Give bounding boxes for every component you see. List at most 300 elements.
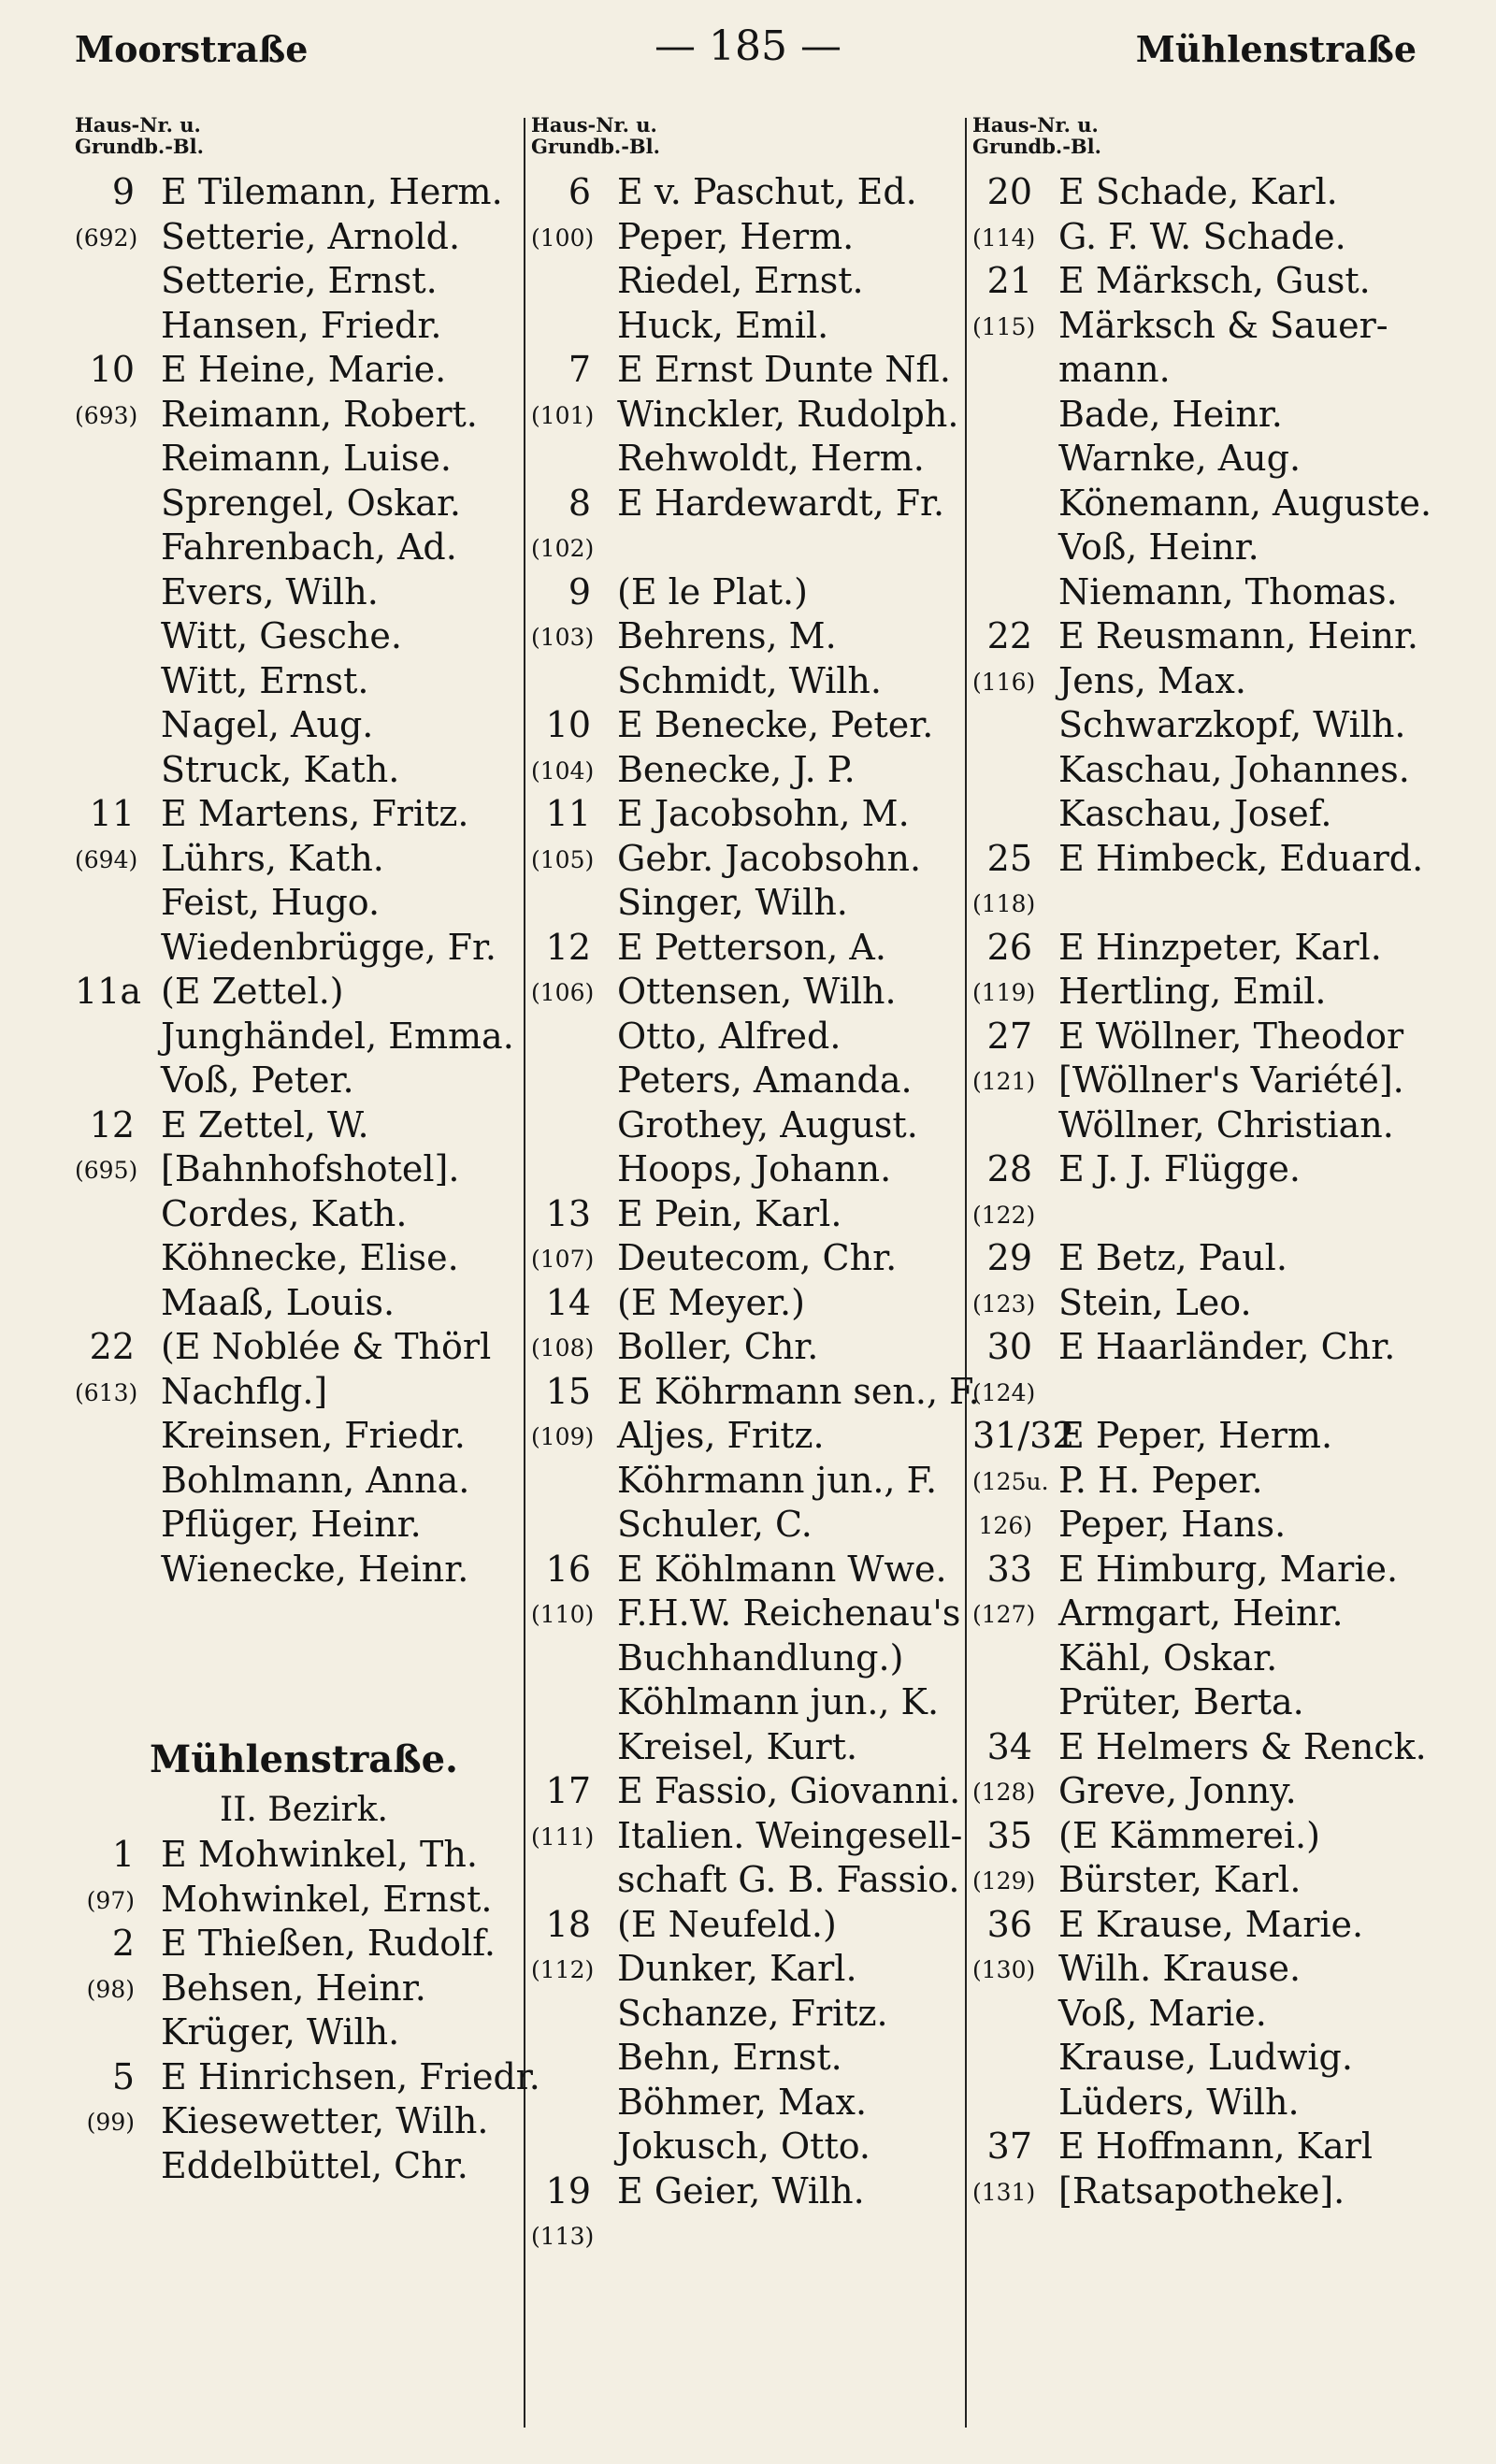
resident-name: E Schade, Karl. bbox=[1058, 171, 1338, 212]
house-number: 1 bbox=[111, 1834, 135, 1875]
house-number: (110) bbox=[531, 1601, 595, 1628]
resident-name: Stein, Leo. bbox=[1058, 1281, 1252, 1323]
directory-entry bbox=[531, 1725, 989, 1770]
directory-entry bbox=[531, 2081, 989, 2125]
house-number: 6 bbox=[568, 171, 591, 212]
resident-name: E Wöllner, Theodor bbox=[1058, 1015, 1404, 1057]
resident-name: mann. bbox=[1058, 349, 1171, 390]
directory-entry bbox=[972, 1459, 1459, 1504]
resident-name: E Ernst Dunte Nfl. bbox=[617, 349, 951, 390]
directory-entry bbox=[531, 570, 989, 615]
house-number: (125u. bbox=[972, 1467, 1049, 1495]
directory-entry bbox=[75, 659, 533, 704]
directory-entry bbox=[972, 659, 1459, 704]
directory-entry bbox=[531, 1147, 989, 1192]
directory-entry bbox=[75, 304, 533, 349]
directory-entry bbox=[75, 970, 533, 1015]
resident-name: E Zettel, W. bbox=[161, 1103, 369, 1146]
resident-name: Bade, Heinr. bbox=[1058, 393, 1283, 435]
column-3 bbox=[972, 114, 1459, 2213]
directory-entry bbox=[531, 659, 989, 704]
directory-entry bbox=[75, 748, 533, 793]
resident-name: Maaß, Louis. bbox=[161, 1281, 396, 1323]
directory-entry bbox=[972, 881, 1459, 926]
house-number: (115) bbox=[972, 312, 1036, 340]
house-number: 11a bbox=[75, 971, 142, 1012]
house-number: (121) bbox=[972, 1068, 1036, 1095]
resident-name: P. H. Peper. bbox=[1058, 1459, 1263, 1501]
house-number: (692) bbox=[75, 223, 138, 252]
directory-entry bbox=[972, 1548, 1459, 1592]
directory-entry bbox=[972, 703, 1459, 748]
resident-name: schaft G. B. Fassio. bbox=[617, 1859, 960, 1900]
column-header: Haus-Nr. u. Grundb.-Bl. bbox=[531, 113, 660, 158]
column-header: Haus-Nr. u. Grundb.-Bl. bbox=[972, 113, 1101, 158]
house-number: 22 bbox=[986, 615, 1032, 656]
house-number: 10 bbox=[545, 704, 591, 745]
house-number: (112) bbox=[531, 1956, 595, 1983]
house-number: (130) bbox=[972, 1956, 1036, 1983]
directory-entry bbox=[75, 881, 533, 926]
directory-entry bbox=[531, 1281, 989, 1326]
directory-entry bbox=[75, 1281, 533, 1326]
house-number: (122) bbox=[972, 1201, 1036, 1229]
house-number: 126) bbox=[978, 1512, 1032, 1539]
resident-name: E Tilemann, Herm. bbox=[161, 171, 503, 212]
resident-name: E Köhlmann Wwe. bbox=[617, 1548, 947, 1590]
resident-name: Prüter, Berta. bbox=[1058, 1681, 1304, 1722]
resident-name: Huck, Emil. bbox=[617, 304, 829, 346]
house-number: 27 bbox=[986, 1015, 1032, 1057]
house-number: (129) bbox=[972, 1867, 1036, 1895]
resident-name: [Bahnhofshotel]. bbox=[161, 1148, 460, 1189]
house-number: (123) bbox=[972, 1290, 1036, 1318]
house-number: 9 bbox=[111, 171, 135, 212]
directory-entry bbox=[75, 482, 533, 526]
resident-name: Buchhandlung.) bbox=[617, 1636, 904, 1679]
resident-name: E Thießen, Rudolf. bbox=[161, 1923, 496, 1964]
directory-entry bbox=[75, 1459, 533, 1504]
directory-entry bbox=[972, 1503, 1459, 1548]
directory-entry bbox=[75, 837, 533, 882]
directory-entry bbox=[75, 614, 533, 659]
resident-name: Bohlmann, Anna. bbox=[161, 1459, 470, 1501]
entry-list bbox=[75, 170, 533, 1592]
resident-name: Köhnecke, Elise. bbox=[161, 1237, 459, 1278]
resident-name: Niemann, Thomas. bbox=[1058, 570, 1398, 612]
resident-name: Otto, Alfred. bbox=[617, 1015, 842, 1057]
resident-name: (E Zettel.) bbox=[161, 971, 344, 1012]
directory-entry bbox=[972, 304, 1459, 349]
directory-entry bbox=[531, 614, 989, 659]
resident-name: E Himburg, Marie. bbox=[1058, 1548, 1399, 1590]
house-number: 7 bbox=[568, 349, 591, 390]
directory-entry bbox=[531, 1769, 989, 1814]
house-number: 13 bbox=[545, 1192, 591, 1234]
directory-entry bbox=[972, 1059, 1459, 1103]
directory-entry bbox=[531, 1992, 989, 2037]
directory-entry bbox=[972, 2036, 1459, 2081]
resident-name: Benecke, J. P. bbox=[617, 748, 856, 790]
resident-name: Kreisel, Kurt. bbox=[617, 1725, 858, 1767]
directory-entry bbox=[75, 259, 533, 304]
house-number: 9 bbox=[568, 570, 591, 612]
house-number: (104) bbox=[531, 756, 595, 785]
resident-name: E Fassio, Giovanni. bbox=[617, 1770, 961, 1811]
directory-entry bbox=[972, 1103, 1459, 1148]
directory-entry bbox=[972, 1414, 1459, 1459]
directory-entry bbox=[75, 2099, 533, 2144]
directory-entry bbox=[531, 792, 989, 837]
directory-entry bbox=[972, 482, 1459, 526]
resident-name: Setterie, Ernst. bbox=[161, 260, 438, 301]
resident-name: (E Meyer.) bbox=[617, 1281, 805, 1323]
resident-name: Peters, Amanda. bbox=[617, 1059, 913, 1101]
resident-name: Nagel, Aug. bbox=[161, 704, 374, 745]
directory-entry bbox=[531, 1459, 989, 1504]
column-header: Haus-Nr. u. Grundb.-Bl. bbox=[75, 113, 204, 158]
directory-entry bbox=[75, 1878, 533, 1923]
directory-entry bbox=[75, 1922, 533, 1967]
directory-entry bbox=[972, 2081, 1459, 2125]
directory-entry bbox=[531, 170, 989, 215]
directory-entry bbox=[531, 837, 989, 882]
house-number: (109) bbox=[531, 1423, 595, 1450]
directory-entry bbox=[531, 1059, 989, 1103]
resident-name: Voß, Marie. bbox=[1058, 1992, 1267, 2034]
resident-name: (E le Plat.) bbox=[617, 570, 808, 612]
house-number: (103) bbox=[531, 624, 595, 651]
house-number: (695) bbox=[75, 1157, 138, 1184]
directory-entry bbox=[75, 1192, 533, 1237]
resident-name: Wöllner, Christian. bbox=[1058, 1103, 1394, 1146]
resident-name: Boller, Chr. bbox=[617, 1326, 819, 1367]
house-number: 16 bbox=[545, 1548, 591, 1590]
house-number: (106) bbox=[531, 979, 595, 1006]
directory-entry bbox=[531, 2036, 989, 2081]
house-number: 15 bbox=[545, 1370, 591, 1412]
resident-name: Mohwinkel, Ernst. bbox=[161, 1878, 493, 1920]
resident-name: Winckler, Rudolph. bbox=[617, 393, 959, 435]
house-number: 29 bbox=[986, 1237, 1032, 1278]
directory-entry bbox=[972, 1947, 1459, 1992]
directory-entry bbox=[75, 1147, 533, 1192]
house-number: (102) bbox=[531, 535, 595, 562]
directory-entry bbox=[75, 1325, 533, 1370]
resident-name: Singer, Wilh. bbox=[617, 882, 848, 923]
house-number: 33 bbox=[986, 1548, 1032, 1590]
house-number: (101) bbox=[531, 401, 595, 429]
directory-entry bbox=[972, 1281, 1459, 1326]
directory-entry bbox=[531, 703, 989, 748]
directory-entry bbox=[75, 348, 533, 393]
section-subtitle: II. Bezirk. bbox=[219, 1791, 389, 1829]
resident-name: Rehwoldt, Herm. bbox=[617, 438, 925, 479]
resident-name: Reimann, Robert. bbox=[161, 393, 478, 435]
directory-entry bbox=[972, 259, 1459, 304]
directory-entry bbox=[531, 437, 989, 482]
directory-entry bbox=[75, 526, 533, 570]
resident-name: Schuler, C. bbox=[617, 1504, 813, 1545]
resident-name: Hansen, Friedr. bbox=[161, 304, 442, 346]
directory-entry bbox=[75, 1414, 533, 1459]
directory-entry bbox=[531, 1814, 989, 1859]
resident-name: E Betz, Paul. bbox=[1058, 1237, 1287, 1278]
resident-name: Gebr. Jacobsohn. bbox=[617, 837, 922, 879]
resident-name: Deutecom, Chr. bbox=[617, 1237, 898, 1278]
directory-entry bbox=[531, 526, 989, 570]
resident-name: Kiesewetter, Wilh. bbox=[161, 2100, 489, 2141]
resident-name: E Pein, Karl. bbox=[617, 1192, 842, 1234]
resident-name: [Wöllner's Variété]. bbox=[1058, 1059, 1404, 1101]
house-number: 18 bbox=[545, 1903, 591, 1945]
house-number: 34 bbox=[986, 1725, 1032, 1767]
directory-entry bbox=[531, 259, 989, 304]
directory-entry bbox=[972, 1725, 1459, 1770]
house-number: (100) bbox=[531, 223, 595, 252]
directory-entry bbox=[972, 837, 1459, 882]
directory-entry bbox=[531, 1015, 989, 1059]
directory-entry bbox=[75, 1967, 533, 2011]
resident-name: E Heine, Marie. bbox=[161, 349, 447, 390]
directory-entry bbox=[972, 792, 1459, 837]
resident-name: E Hardewardt, Fr. bbox=[617, 482, 945, 524]
directory-entry bbox=[531, 1325, 989, 1370]
directory-entry bbox=[531, 393, 989, 438]
resident-name: E Hinzpeter, Karl. bbox=[1058, 926, 1382, 968]
directory-entry bbox=[972, 1769, 1459, 1814]
directory-entry bbox=[531, 1192, 989, 1237]
directory-entry bbox=[75, 1236, 533, 1281]
resident-name: Witt, Ernst. bbox=[161, 659, 369, 701]
house-number: (118) bbox=[972, 890, 1036, 917]
directory-entry bbox=[972, 215, 1459, 260]
house-number: 8 bbox=[568, 482, 591, 524]
directory-entry bbox=[972, 1680, 1459, 1725]
entry-list bbox=[75, 1833, 540, 2188]
house-number: (116) bbox=[972, 668, 1036, 696]
house-number: (98) bbox=[86, 1975, 135, 2003]
resident-name: E Hoffmann, Karl bbox=[1058, 2125, 1373, 2167]
section-title: Mühlenstraße. bbox=[150, 1737, 458, 1781]
directory-entry bbox=[972, 1325, 1459, 1370]
directory-entry bbox=[972, 614, 1459, 659]
directory-entry bbox=[531, 1103, 989, 1148]
resident-name: Aljes, Fritz. bbox=[617, 1415, 825, 1456]
directory-entry bbox=[531, 482, 989, 526]
resident-name: Peper, Hans. bbox=[1058, 1504, 1287, 1545]
resident-name: Lührs, Kath. bbox=[161, 837, 384, 879]
resident-name: Krüger, Wilh. bbox=[161, 2011, 400, 2053]
house-number: (124) bbox=[972, 1378, 1036, 1406]
house-number: (694) bbox=[75, 845, 138, 873]
house-number: 22 bbox=[89, 1326, 135, 1367]
resident-name: Voß, Peter. bbox=[161, 1059, 354, 1101]
resident-name: Bürster, Karl. bbox=[1058, 1859, 1302, 1900]
resident-name: Ottensen, Wilh. bbox=[617, 971, 897, 1012]
house-number: (613) bbox=[75, 1378, 138, 1406]
resident-name: E J. J. Flügge. bbox=[1058, 1148, 1301, 1189]
house-number: 2 bbox=[111, 1923, 135, 1964]
directory-entry bbox=[531, 1947, 989, 1992]
resident-name: (E Kämmerei.) bbox=[1058, 1814, 1320, 1856]
directory-entry bbox=[75, 1059, 533, 1103]
resident-name: Warnke, Aug. bbox=[1058, 438, 1302, 479]
resident-name: E Haarländer, Chr. bbox=[1058, 1326, 1396, 1367]
directory-entry bbox=[531, 2169, 989, 2214]
directory-entry bbox=[531, 748, 989, 793]
house-number: (111) bbox=[531, 1823, 595, 1851]
house-number: 37 bbox=[986, 2125, 1032, 2167]
resident-name: E Hinrichsen, Friedr. bbox=[161, 2055, 540, 2097]
house-number: 20 bbox=[986, 171, 1032, 212]
house-number: (113) bbox=[531, 2223, 595, 2250]
house-number: (119) bbox=[972, 979, 1036, 1006]
directory-entry bbox=[972, 1814, 1459, 1859]
column-2 bbox=[531, 114, 989, 2258]
directory-entry bbox=[531, 2125, 989, 2169]
resident-name: E Geier, Wilh. bbox=[617, 2169, 865, 2212]
resident-name: Peper, Herm. bbox=[617, 215, 855, 257]
resident-name: [Ratsapotheke]. bbox=[1058, 2169, 1345, 2212]
resident-name: E Mohwinkel, Th. bbox=[161, 1834, 478, 1875]
directory-entry bbox=[972, 437, 1459, 482]
directory-entry bbox=[75, 1503, 533, 1548]
resident-name: E Petterson, A. bbox=[617, 926, 886, 968]
resident-name: E Himbeck, Eduard. bbox=[1058, 837, 1424, 879]
resident-name: E Krause, Marie. bbox=[1058, 1903, 1364, 1945]
resident-name: Wiedenbrügge, Fr. bbox=[161, 926, 497, 968]
running-head-right: Mühlenstraße bbox=[1135, 28, 1417, 70]
house-number: 25 bbox=[986, 837, 1032, 879]
directory-entry bbox=[531, 1858, 989, 1903]
resident-name: Kaschau, Josef. bbox=[1058, 793, 1332, 834]
resident-name: Reimann, Luise. bbox=[161, 438, 452, 479]
directory-entry bbox=[75, 926, 533, 971]
directory-entry bbox=[531, 1903, 989, 1948]
resident-name: Feist, Hugo. bbox=[161, 882, 381, 923]
resident-name: Lüders, Wilh. bbox=[1058, 2081, 1300, 2123]
resident-name: E Peper, Herm. bbox=[1058, 1415, 1333, 1456]
resident-name: Kaschau, Johannes. bbox=[1058, 748, 1410, 790]
house-number: 30 bbox=[986, 1326, 1032, 1367]
house-number: (107) bbox=[531, 1246, 595, 1273]
directory-entry bbox=[531, 1680, 989, 1725]
house-number: 14 bbox=[545, 1281, 591, 1323]
resident-name: E Reusmann, Heinr. bbox=[1058, 615, 1419, 656]
directory-entry bbox=[75, 703, 533, 748]
directory-entry bbox=[531, 215, 989, 260]
resident-name: Riedel, Ernst. bbox=[617, 260, 864, 301]
resident-name: Jens, Max. bbox=[1058, 659, 1246, 701]
resident-name: Behn, Ernst. bbox=[617, 2037, 842, 2078]
house-number: 36 bbox=[986, 1903, 1032, 1945]
resident-name: Wienecke, Heinr. bbox=[161, 1548, 469, 1590]
resident-name: Köhlmann jun., K. bbox=[617, 1681, 940, 1722]
directory-entry bbox=[75, 170, 533, 215]
directory-entry bbox=[531, 881, 989, 926]
directory-entry bbox=[972, 926, 1459, 971]
resident-name: (E Noblée & Thörl bbox=[161, 1326, 492, 1367]
house-number: 11 bbox=[545, 793, 591, 834]
resident-name: Pflüger, Heinr. bbox=[161, 1504, 422, 1545]
resident-name: Kreinsen, Friedr. bbox=[161, 1415, 466, 1456]
resident-name: Märksch & Sauer- bbox=[1058, 304, 1388, 346]
directory-entry bbox=[75, 1833, 533, 1878]
resident-name: Behsen, Heinr. bbox=[161, 1967, 426, 2009]
directory-entry bbox=[972, 2125, 1459, 2169]
house-number: 12 bbox=[89, 1103, 135, 1146]
house-number: (127) bbox=[972, 1601, 1036, 1628]
resident-name: E Helmers & Renck. bbox=[1058, 1725, 1427, 1767]
house-number: 10 bbox=[89, 349, 135, 390]
directory-entry bbox=[972, 570, 1459, 615]
directory-entry bbox=[75, 1548, 533, 1592]
directory-entry bbox=[972, 1147, 1459, 1192]
directory-entry bbox=[531, 1636, 989, 1681]
house-number: 17 bbox=[545, 1770, 591, 1811]
resident-name: Voß, Heinr. bbox=[1058, 526, 1259, 568]
directory-entry bbox=[972, 1192, 1459, 1237]
resident-name: E Märksch, Gust. bbox=[1058, 260, 1371, 301]
directory-entry bbox=[75, 792, 533, 837]
column-1 bbox=[75, 113, 540, 2188]
directory-entry bbox=[531, 1370, 989, 1415]
house-number: (693) bbox=[75, 401, 138, 429]
directory-entry bbox=[972, 1992, 1459, 2037]
resident-name: E Jacobsohn, M. bbox=[617, 793, 910, 834]
house-number: 11 bbox=[89, 793, 135, 834]
resident-name: E v. Paschut, Ed. bbox=[617, 171, 917, 212]
resident-name: Hoops, Johann. bbox=[617, 1148, 892, 1189]
house-number: (105) bbox=[531, 845, 595, 873]
directory-entry bbox=[972, 348, 1459, 393]
resident-name: Fahrenbach, Ad. bbox=[161, 526, 457, 568]
directory-entry bbox=[972, 170, 1459, 215]
house-number: 28 bbox=[986, 1148, 1032, 1189]
house-number: (128) bbox=[972, 1779, 1036, 1806]
directory-entry bbox=[531, 1503, 989, 1548]
resident-name: Evers, Wilh. bbox=[161, 570, 379, 612]
directory-entry bbox=[75, 1015, 533, 1059]
house-number: 26 bbox=[986, 926, 1032, 968]
resident-name: E Benecke, Peter. bbox=[617, 704, 934, 745]
directory-entry bbox=[75, 570, 533, 615]
directory-entry bbox=[972, 1636, 1459, 1681]
directory-entry bbox=[531, 1548, 989, 1592]
resident-name: Böhmer, Max. bbox=[617, 2081, 868, 2123]
resident-name: Könemann, Auguste. bbox=[1058, 482, 1432, 524]
resident-name: Wilh. Krause. bbox=[1058, 1948, 1302, 1989]
house-number: (114) bbox=[972, 223, 1036, 252]
resident-name: Jokusch, Otto. bbox=[617, 2125, 871, 2167]
directory-entry bbox=[972, 748, 1459, 793]
directory-entry bbox=[972, 1592, 1459, 1636]
house-number: 5 bbox=[111, 2055, 135, 2097]
running-head-left: Moorstraße bbox=[75, 28, 309, 70]
house-number: 35 bbox=[986, 1814, 1032, 1856]
directory-entry bbox=[972, 1858, 1459, 1903]
directory-entry bbox=[75, 1103, 533, 1148]
resident-name: Grothey, August. bbox=[617, 1103, 918, 1146]
resident-name: F.H.W. Reichenau's bbox=[617, 1592, 961, 1634]
resident-name: Schmidt, Wilh. bbox=[617, 659, 882, 701]
resident-name: Setterie, Arnold. bbox=[161, 215, 461, 257]
entry-list bbox=[531, 170, 989, 2258]
resident-name: Italien. Weingesell- bbox=[617, 1814, 963, 1856]
resident-name: Nachflg.] bbox=[161, 1370, 328, 1412]
resident-name: Struck, Kath. bbox=[161, 748, 400, 790]
